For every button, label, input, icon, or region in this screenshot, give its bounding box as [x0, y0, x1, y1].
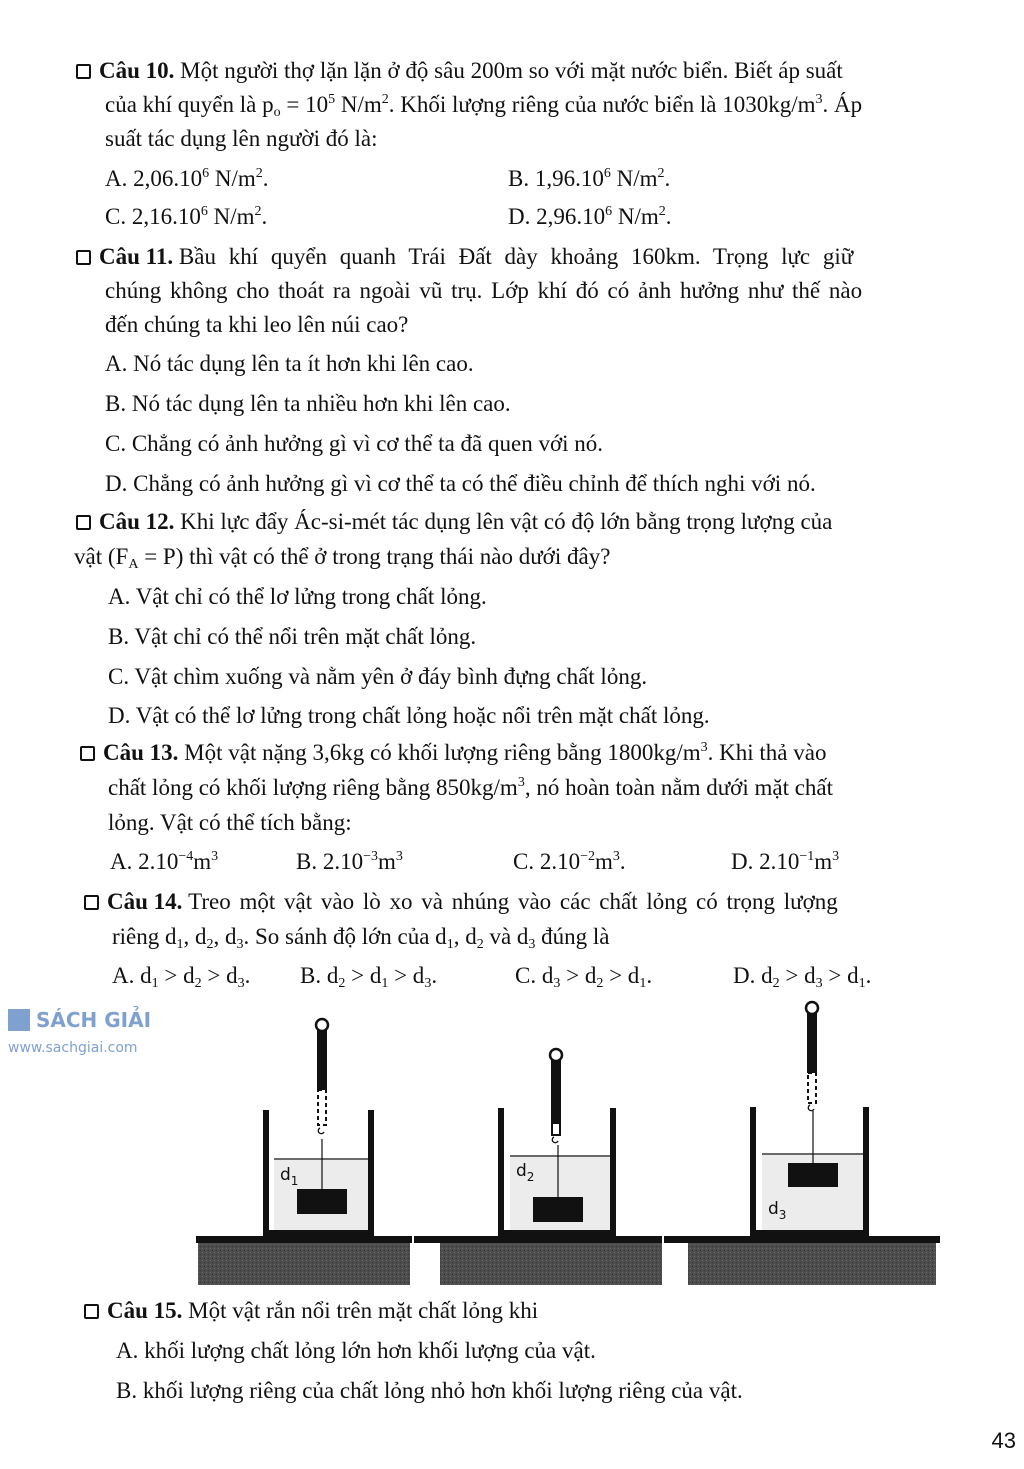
subscript: 1	[176, 937, 184, 952]
subscript: 1	[639, 976, 647, 991]
option-value: 2,96.10	[536, 204, 606, 229]
punct: .	[262, 166, 269, 191]
watermark-logo-icon	[8, 1009, 30, 1031]
superscript: 2	[381, 92, 389, 107]
liquid-label-3: $d_3$	[768, 1199, 787, 1222]
unit: m	[814, 849, 833, 874]
option-b[interactable]	[508, 164, 670, 194]
question-12-line-1	[76, 507, 832, 537]
option-label: D.	[508, 204, 531, 229]
page-number: 43	[991, 1428, 1016, 1453]
table-1	[196, 1236, 412, 1285]
subscript: 3	[815, 976, 823, 991]
question-14-line-2	[112, 922, 610, 952]
option-d[interactable]: D. $d_2 > d_3 > d_1$.	[733, 963, 872, 991]
option-d[interactable]: D. Vật có thể lơ lửng trong chất lỏng hoặc nổi trên mặt chất lỏng.	[108, 703, 710, 728]
unit-exponent: 3	[395, 849, 403, 864]
option-label: D.	[733, 963, 756, 988]
weight-block-2	[533, 1197, 583, 1222]
option-value: 2,16.10	[131, 204, 201, 229]
question-number: Câu 15.	[107, 1298, 183, 1323]
text: = P) thì vật có thể ở trong trạng thái nào dưới đây?	[138, 544, 611, 569]
checkbox-icon	[84, 895, 99, 910]
punct: .	[619, 849, 626, 874]
option-a[interactable]: A. $d_1 > d_2 > d_3$.	[112, 963, 251, 991]
option-d[interactable]: D. Chẳng có ảnh hưởng gì vì cơ thể ta có thể điều chỉnh để thích nghi với nó.	[105, 471, 816, 496]
option-a[interactable]	[110, 847, 218, 877]
table-3	[664, 1236, 940, 1285]
option-value: 2.10	[322, 849, 364, 874]
unit-exponent: 2	[657, 166, 665, 181]
option-value: 2,06.10	[133, 166, 203, 191]
option-label: C.	[105, 204, 127, 229]
question-13-line-1	[80, 738, 826, 768]
subscript: 1	[151, 976, 159, 991]
watermark	[8, 1005, 178, 1065]
subscript: 3	[237, 976, 245, 991]
unit-exponent: 2	[658, 204, 666, 219]
spring-scale-3	[806, 1002, 818, 1111]
checkbox-icon	[84, 1304, 99, 1319]
question-10-line-1	[76, 56, 843, 86]
punct: .	[664, 166, 671, 191]
subscript: 2	[194, 976, 202, 991]
subscript: 2	[596, 976, 604, 991]
option-c[interactable]: C. Chẳng có ảnh hưởng gì vì cơ thể ta đã quen với nó.	[105, 431, 604, 456]
beaker-3	[750, 1002, 869, 1238]
text: , d	[453, 924, 477, 949]
text: và d	[483, 924, 529, 949]
option-a[interactable]	[105, 164, 269, 194]
exponent: −3	[363, 849, 378, 864]
watermark-brand: SÁCH GIẢI	[36, 1008, 152, 1032]
question-13-line-2	[108, 773, 833, 803]
subscript: 3	[236, 937, 244, 952]
option-b[interactable]	[296, 847, 403, 877]
weight-block-3	[788, 1163, 838, 1187]
subscript: 3	[424, 976, 432, 991]
text: = 10	[280, 92, 329, 117]
unit: N/m	[612, 204, 659, 229]
subscript: 1	[858, 976, 866, 991]
unit-exponent: 3	[612, 849, 620, 864]
beaker-1	[263, 1019, 374, 1238]
option-d[interactable]	[731, 847, 839, 877]
option-label: B.	[508, 166, 530, 191]
option-c[interactable]	[513, 847, 626, 877]
text: vật (F	[74, 544, 129, 569]
checkbox-icon	[76, 250, 91, 265]
checkbox-icon	[76, 64, 91, 79]
text: chất lỏng có khối lượng riêng bằng 850kg/m	[108, 775, 518, 800]
option-a[interactable]: A. khối lượng chất lỏng lớn hơn khối lượng của vật.	[116, 1338, 596, 1363]
question-text: Treo một vật vào lò xo và nhúng vào các chất lỏng có trọng lượng	[188, 889, 838, 914]
question-12-line-2	[74, 542, 610, 572]
option-label: B.	[300, 963, 322, 988]
question-13-line-3: lỏng. Vật có thể tích bằng:	[108, 810, 352, 835]
exponent: −4	[178, 849, 194, 864]
question-text: Khi lực đẩy Ác-si-mét tác dụng lên vật có độ lớn bằng trọng lượng của	[180, 509, 833, 534]
question-number: Câu 14.	[107, 889, 183, 914]
checkbox-icon	[80, 746, 95, 761]
option-label: C.	[513, 849, 535, 874]
unit: N/m	[610, 166, 658, 191]
exponent: 6	[605, 204, 613, 219]
option-b[interactable]: B. Nó tác dụng lên ta nhiều hơn khi lên cao.	[105, 391, 511, 416]
unit: m	[378, 849, 396, 874]
text: , nó hoàn toàn nằm dưới mặt chất	[524, 775, 834, 800]
unit-exponent: 2	[254, 204, 262, 219]
spring-scale-2	[550, 1049, 562, 1143]
text: N/m	[335, 92, 382, 117]
question-15-line-1	[84, 1296, 538, 1326]
option-label: A.	[105, 166, 128, 191]
unit: N/m	[209, 166, 256, 191]
unit: m	[595, 849, 613, 874]
option-a[interactable]: A. Nó tác dụng lên ta ít hơn khi lên cao.	[105, 351, 474, 376]
liquid-label-2: $d_2$	[516, 1161, 535, 1184]
text: . So sánh độ lớn của d	[243, 924, 447, 949]
option-label: B.	[296, 849, 318, 874]
subscript: 2	[772, 976, 780, 991]
question-text: Một vật rắn nổi trên mặt chất lỏng khi	[188, 1298, 539, 1323]
spring-scale-beakers-figure	[190, 1000, 940, 1290]
superscript: 3	[815, 92, 823, 107]
superscript: 3	[517, 775, 525, 790]
question-number: Câu 10.	[99, 58, 175, 83]
option-value: 1,96.10	[534, 166, 604, 191]
option-value: 2.10	[759, 849, 800, 874]
option-b[interactable]: B. $d_2 > d_1 > d_3$.	[300, 963, 438, 991]
option-value: 2.10	[138, 849, 179, 874]
text: . Khi thả vào	[707, 740, 827, 765]
table-2	[414, 1236, 662, 1285]
option-label: A.	[110, 849, 133, 874]
question-text: Bầu khí quyển quanh Trái Đất dày khoảng 160km. Trọng lực giữ	[178, 244, 854, 269]
text: đúng là	[535, 924, 610, 949]
question-number: Câu 11.	[99, 244, 174, 269]
text: . Áp	[822, 92, 863, 117]
option-c[interactable]: C. $d_3 > d_2 > d_1$.	[515, 963, 653, 991]
text: . Khối lượng riêng của nước biển là 1030kg/m	[388, 92, 816, 117]
punct: .	[261, 204, 268, 229]
unit-exponent: 3	[211, 849, 219, 864]
unit-exponent: 2	[255, 166, 263, 181]
checkbox-icon	[76, 515, 91, 530]
subscript: 1	[446, 937, 454, 952]
question-text: Một người thợ lặn lặn ở độ sâu 200m so với mặt nước biển. Biết áp suất	[180, 58, 843, 83]
question-11-line-1	[76, 242, 853, 272]
superscript: 5	[328, 92, 336, 107]
option-b[interactable]: B. khối lượng riêng của chất lỏng nhỏ hơn khối lượng riêng của vật.	[116, 1378, 743, 1403]
exponent: −2	[580, 849, 595, 864]
option-label: C.	[515, 963, 537, 988]
option-d[interactable]	[508, 202, 672, 232]
question-10-line-3: suất tác dụng lên người đó là:	[105, 126, 378, 151]
subscript: 2	[206, 937, 214, 952]
subscript: 3	[553, 976, 561, 991]
watermark-url: www.sachgiai.com	[8, 1040, 138, 1056]
text: của khí quyển là p	[105, 92, 274, 117]
option-b[interactable]: B. Vật chỉ có thể nổi trên mặt chất lỏng.	[108, 624, 477, 649]
option-value: 2.10	[539, 849, 581, 874]
question-11-line-2: chúng không cho thoát ra ngoài vũ trụ. Lớp khí đó có ảnh hưởng như thế nào	[105, 278, 863, 303]
option-label: A.	[112, 963, 135, 988]
subscript: 2	[476, 937, 484, 952]
weight-block-1	[297, 1189, 347, 1214]
text: riêng d	[112, 924, 177, 949]
subscript: 1	[381, 976, 389, 991]
liquid-label-1: $d_1$	[280, 1165, 299, 1188]
text: , d	[213, 924, 237, 949]
exponent: 6	[603, 166, 611, 181]
unit-exponent: 3	[832, 849, 840, 864]
question-10-line-2	[105, 90, 862, 120]
question-number: Câu 12.	[99, 509, 175, 534]
subscript: A	[128, 557, 139, 572]
exponent: −1	[799, 849, 815, 864]
question-number: Câu 13.	[103, 740, 179, 765]
option-a[interactable]: A. Vật chỉ có thể lơ lửng trong chất lỏng.	[108, 584, 487, 609]
beaker-2	[498, 1049, 616, 1238]
subscript: o	[273, 105, 281, 120]
option-c[interactable]	[105, 202, 267, 232]
superscript: 3	[700, 740, 708, 755]
punct: .	[665, 204, 672, 229]
text: Một vật nặng 3,6kg có khối lượng riêng bằng 1800kg/m	[184, 740, 701, 765]
subscript: 3	[528, 937, 536, 952]
spring-scale-1	[316, 1019, 328, 1134]
unit: N/m	[207, 204, 255, 229]
option-label: D.	[731, 849, 754, 874]
unit: m	[193, 849, 212, 874]
question-14-line-1	[84, 887, 838, 917]
subscript: 2	[338, 976, 346, 991]
text: , d	[183, 924, 207, 949]
exponent: 6	[202, 166, 210, 181]
option-c[interactable]: C. Vật chìm xuống và nằm yên ở đáy bình đựng chất lỏng.	[108, 664, 648, 689]
exponent: 6	[200, 204, 208, 219]
question-11-line-3: đến chúng ta khi leo lên núi cao?	[105, 312, 409, 337]
